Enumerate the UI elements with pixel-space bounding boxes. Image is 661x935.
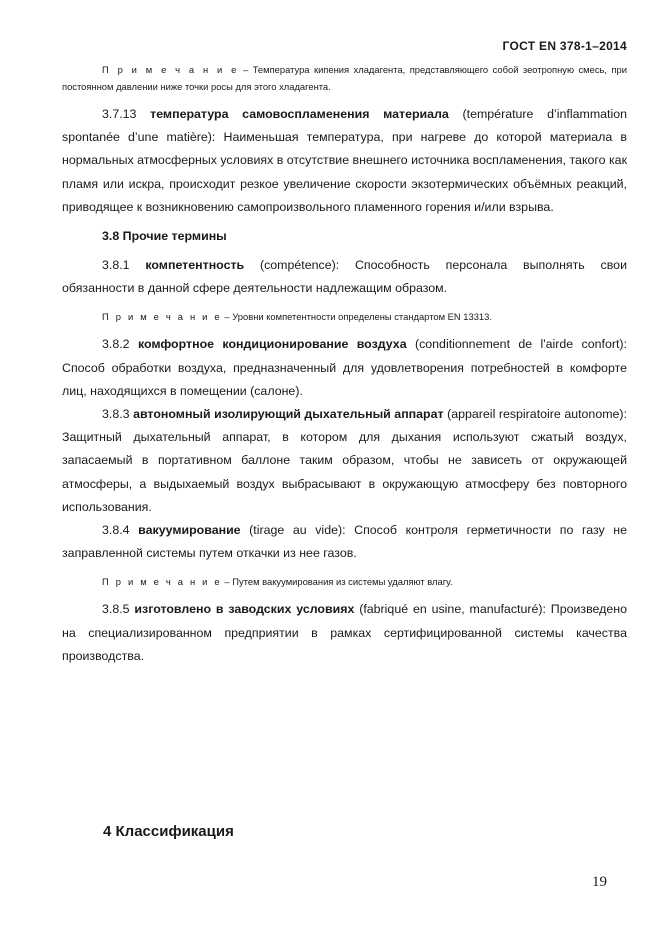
section-3-8-title: 3.8 Прочие термины <box>102 229 227 244</box>
term-number: 3.8.4 <box>102 523 130 538</box>
term-definition: (compétence): Способность персонала выполнять свои обязанности в данной сфере деятельности надлежащим образом. <box>62 258 627 296</box>
note-competence <box>62 308 627 325</box>
note-text: – Температура кипения хладагента, представляющего собой зеотропную смесь, при постоянном давлении ниже точки росы для этого хладагента. <box>62 64 627 92</box>
note-label: П р и м е ч а н и е <box>102 311 222 323</box>
page-content <box>62 61 627 668</box>
note-label: П р и м е ч а н и е <box>102 576 222 588</box>
term-definition: (conditionnement de l'airde confort): Способ обработки воздуха, предназначенный для удовлетворения потребностей в комфорте лиц, находящихся в помещении (салоне). <box>62 337 627 398</box>
note-label: П р и м е ч а н и е <box>102 64 239 75</box>
term-3-8-5 <box>62 598 627 668</box>
note-text: – Уровни компетентности определены стандартом EN 13313. <box>221 311 492 323</box>
term-3-8-1 <box>62 254 627 300</box>
term-definition: (fabriqué en usine, manufacturé): Произведено на специализированном предприятии в рамках сертифицированной системы качества производства. <box>62 602 627 663</box>
term-definition: (appareil respiratoire autonome): Защитный дыхательный аппарат, в котором для дыхания используют сжатый воздух, запасаемый в портативном баллоне таким образом, чтобы не зависеть от окружающей атмосферы, а выдыхаемый воздух выбрасывают в окружающую атмосферу без повторного использования. <box>62 407 627 514</box>
term-number: 3.8.5 <box>102 602 130 617</box>
term-title: комфортное кондиционирование воздуха <box>137 337 407 352</box>
note-boiling-point <box>62 61 627 95</box>
term-definition: (température d’inflammation spontanée d’une matière): Наименьшая температура, при нагреве до которой материала в нормальных атмосферных условиях в отсутствие внешнего источника воспламенения, такого как пламя или искра, происходит резкое увеличение скорости экзотермических объёмных реакций, приводящее к возникновению самопроизвольного пламенного горения и/или взрыва. <box>62 107 628 214</box>
term-3-8-2 <box>62 333 627 403</box>
term-3-8-3 <box>62 403 627 519</box>
term-definition: (tirage au vide): Способ контроля герметичности по газу не заправленной системы путем откачки из нее газов. <box>62 523 627 561</box>
term-title: изготовлено в заводских условиях <box>134 602 355 617</box>
term-number: 3.8.2 <box>102 337 130 352</box>
term-title: температура самовоспламенения материала <box>150 107 449 121</box>
term-3-7-13 <box>62 103 627 219</box>
term-title: компетентность <box>145 258 245 273</box>
term-number: 3.8.3 <box>102 407 130 422</box>
document-code-header: ГОСТ EN 378-1–2014 <box>502 39 627 53</box>
page-number: 19 <box>592 874 607 890</box>
note-text: – Путем вакуумирования из системы удаляют влагу. <box>221 576 453 588</box>
term-title: вакуумирование <box>138 523 241 538</box>
term-number: 3.8.1 <box>102 258 130 273</box>
section-4-title: 4 Классификация <box>103 823 234 840</box>
note-evacuation <box>62 573 627 590</box>
term-title: автономный изолирующий дыхательный аппарат <box>133 407 444 422</box>
term-3-8-4 <box>62 519 627 565</box>
term-number: 3.7.13 <box>102 107 137 121</box>
